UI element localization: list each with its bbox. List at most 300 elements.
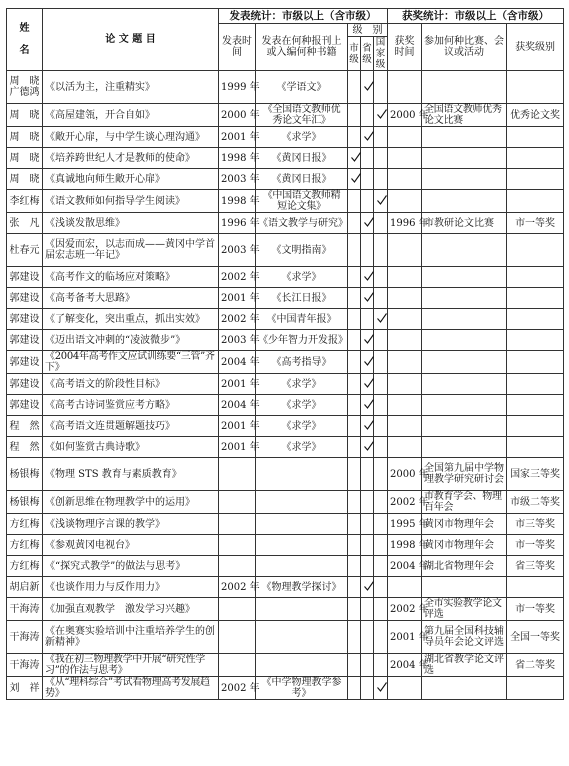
award-time: 1996 年 xyxy=(388,213,422,234)
award-time xyxy=(388,148,422,169)
author-name: 干海涛 xyxy=(7,621,43,654)
level-city-cell xyxy=(348,104,361,127)
level-prov-cell xyxy=(361,351,374,374)
level-prov-cell xyxy=(361,491,374,514)
author-name: 周 晓 xyxy=(7,148,43,169)
award-grade xyxy=(507,374,564,395)
publish-time: 2001 年 xyxy=(219,374,256,395)
level-city-cell xyxy=(348,309,361,330)
level-city-cell xyxy=(348,598,361,621)
paper-title: 《高考语文连贯题解题技巧》 xyxy=(43,416,219,437)
level-city-cell xyxy=(348,514,361,535)
checkmark-icon xyxy=(350,151,362,163)
award-activity xyxy=(422,577,507,598)
paper-title: 《培养跨世纪人才是教师的使命》 xyxy=(43,148,219,169)
table-row xyxy=(7,437,564,458)
paper-title: 《也谈作用力与反作用力》 xyxy=(43,577,219,598)
award-activity xyxy=(422,169,507,190)
award-activity xyxy=(422,374,507,395)
level-prov-cell xyxy=(361,374,374,395)
table-row xyxy=(7,621,564,654)
award-time: 2002 年 xyxy=(388,491,422,514)
award-grade xyxy=(507,351,564,374)
table-row xyxy=(7,598,564,621)
award-activity xyxy=(422,416,507,437)
table-row xyxy=(7,374,564,395)
paper-title: 《高考备考大思路》 xyxy=(43,288,219,309)
publish-time: 2002 年 xyxy=(219,267,256,288)
author-name: 干海涛 xyxy=(7,598,43,621)
author-name: 干海涛 xyxy=(7,654,43,677)
publish-time: 2003 年 xyxy=(219,234,256,267)
level-prov-cell xyxy=(361,458,374,491)
author-name: 程 然 xyxy=(7,416,43,437)
publication-name: 《语文教学与研究》 xyxy=(256,213,348,234)
level-prov-cell xyxy=(361,267,374,288)
level-nat-cell xyxy=(374,514,388,535)
table-row xyxy=(7,309,564,330)
header-award-time: 获奖时间 xyxy=(388,24,422,71)
level-nat-cell xyxy=(374,71,388,104)
level-prov-cell xyxy=(361,71,374,104)
level-nat-cell xyxy=(374,395,388,416)
checkmark-icon xyxy=(363,377,375,389)
level-nat-cell xyxy=(374,267,388,288)
award-grade xyxy=(507,288,564,309)
award-activity xyxy=(422,267,507,288)
level-prov-cell xyxy=(361,169,374,190)
header-level-city: 市级 xyxy=(348,37,361,71)
publication-name xyxy=(256,514,348,535)
award-time xyxy=(388,127,422,148)
award-activity xyxy=(422,190,507,213)
level-prov-cell xyxy=(361,395,374,416)
level-nat-cell xyxy=(374,677,388,700)
level-nat-cell xyxy=(374,437,388,458)
publish-time: 2001 年 xyxy=(219,437,256,458)
award-time xyxy=(388,309,422,330)
award-time xyxy=(388,577,422,598)
level-nat-cell xyxy=(374,104,388,127)
award-grade xyxy=(507,309,564,330)
checkmark-icon xyxy=(376,108,388,120)
table-row xyxy=(7,234,564,267)
publication-name: 《求学》 xyxy=(256,416,348,437)
publish-time: 2004 年 xyxy=(219,395,256,416)
table-row xyxy=(7,514,564,535)
award-activity xyxy=(422,437,507,458)
award-time xyxy=(388,437,422,458)
level-nat-cell xyxy=(374,127,388,148)
author-name: 郭建设 xyxy=(7,374,43,395)
award-grade: 市级二等奖 xyxy=(507,491,564,514)
award-time xyxy=(388,374,422,395)
level-prov-cell xyxy=(361,104,374,127)
paper-title: 《了解变化，突出重点，抓出实效》 xyxy=(43,309,219,330)
level-nat-cell xyxy=(374,556,388,577)
publish-time: 1996 年 xyxy=(219,213,256,234)
author-name: 方红梅 xyxy=(7,514,43,535)
author-name: 郭建设 xyxy=(7,395,43,416)
author-name: 郭建设 xyxy=(7,351,43,374)
author-name: 周 晓 xyxy=(7,169,43,190)
author-name: 方红梅 xyxy=(7,556,43,577)
level-city-cell xyxy=(348,654,361,677)
header-pub-where: 发表在何种报刊上或入编何种书籍 xyxy=(256,24,348,71)
author-name: 张 凡 xyxy=(7,213,43,234)
level-nat-cell xyxy=(374,351,388,374)
level-prov-cell xyxy=(361,535,374,556)
award-grade: 省三等奖 xyxy=(507,556,564,577)
checkmark-icon xyxy=(363,216,375,228)
award-activity xyxy=(422,677,507,700)
award-time xyxy=(388,288,422,309)
publication-name: 《全国语文教师优秀论文年汇》 xyxy=(256,104,348,127)
level-prov-cell xyxy=(361,598,374,621)
level-city-cell xyxy=(348,677,361,700)
table-row xyxy=(7,535,564,556)
author-name: 李红梅 xyxy=(7,190,43,213)
award-activity: 全市实验教学论文评选 xyxy=(422,598,507,621)
checkmark-icon xyxy=(363,398,375,410)
table-row xyxy=(7,267,564,288)
publication-name: 《物理教学探讨》 xyxy=(256,577,348,598)
paper-title: 《高考古诗词鉴赏应考方略》 xyxy=(43,395,219,416)
award-time: 2000 年 xyxy=(388,458,422,491)
paper-title: 《真诚地向师生敞开心扉》 xyxy=(43,169,219,190)
paper-title: 《语文教师如何指导学生阅读》 xyxy=(43,190,219,213)
award-activity: 第九届全国科技辅导员年会论文评选 xyxy=(422,621,507,654)
award-activity: 全国语文教师优秀论文比赛 xyxy=(422,104,507,127)
publish-time xyxy=(219,598,256,621)
level-nat-cell xyxy=(374,458,388,491)
level-nat-cell xyxy=(374,577,388,598)
table-row xyxy=(7,556,564,577)
award-grade xyxy=(507,416,564,437)
paper-title: 《我在初三物理教学中开展“研究性学习”的作法与思考》 xyxy=(43,654,219,677)
publish-time xyxy=(219,535,256,556)
level-nat-cell xyxy=(374,288,388,309)
checkmark-icon xyxy=(363,440,375,452)
publish-time: 2002 年 xyxy=(219,577,256,598)
table-row xyxy=(7,577,564,598)
author-name: 刘 祥 xyxy=(7,677,43,700)
author-name: 杜春元 xyxy=(7,234,43,267)
publish-time: 2001 年 xyxy=(219,127,256,148)
header-award-activity: 参加何种比赛、会议或活动 xyxy=(422,24,507,71)
award-grade xyxy=(507,148,564,169)
level-nat-cell xyxy=(374,416,388,437)
award-activity xyxy=(422,395,507,416)
publish-time xyxy=(219,621,256,654)
paper-title: 《“探究式教学”的做法与思考》 xyxy=(43,556,219,577)
level-city-cell xyxy=(348,330,361,351)
paper-title: 《以活为主，注重精实》 xyxy=(43,71,219,104)
paper-title: 《创新思维在物理教学中的运用》 xyxy=(43,491,219,514)
award-time: 2000 年 xyxy=(388,104,422,127)
publish-time: 1998 年 xyxy=(219,148,256,169)
table-row xyxy=(7,677,564,700)
publication-name: 《文明指南》 xyxy=(256,234,348,267)
publication-name: 《学语文》 xyxy=(256,71,348,104)
paper-title: 《2004年高考作文应试训练要“三管”齐下》 xyxy=(43,351,219,374)
award-activity: 市教育学会、物理百年会 xyxy=(422,491,507,514)
header-title: 论 文 题 目 xyxy=(43,9,219,71)
award-activity xyxy=(422,234,507,267)
author-name: 周 晓 xyxy=(7,127,43,148)
publish-time xyxy=(219,556,256,577)
publish-time xyxy=(219,514,256,535)
level-city-cell xyxy=(348,288,361,309)
table-row xyxy=(7,330,564,351)
checkmark-icon xyxy=(350,172,362,184)
author-name: 方红梅 xyxy=(7,535,43,556)
publication-name: 《中国青年报》 xyxy=(256,309,348,330)
award-activity: 市教研论文比赛 xyxy=(422,213,507,234)
level-prov-cell xyxy=(361,577,374,598)
header-name: 姓 名 xyxy=(7,9,43,71)
level-nat-cell xyxy=(374,374,388,395)
publication-name xyxy=(256,598,348,621)
level-prov-cell xyxy=(361,654,374,677)
publish-time: 2002 年 xyxy=(219,309,256,330)
award-time xyxy=(388,677,422,700)
author-name: 郭建设 xyxy=(7,309,43,330)
level-prov-cell xyxy=(361,288,374,309)
table-header xyxy=(7,9,564,71)
publish-time: 1998 年 xyxy=(219,190,256,213)
paper-title: 《加强直观教学 激发学习兴趣》 xyxy=(43,598,219,621)
award-activity xyxy=(422,71,507,104)
table-row xyxy=(7,458,564,491)
award-grade xyxy=(507,677,564,700)
level-city-cell xyxy=(348,416,361,437)
header-award-stats: 获奖统计：市级以上（含市级） xyxy=(388,9,564,24)
author-name: 胡启新 xyxy=(7,577,43,598)
publication-name: 《少年智力开发报》 xyxy=(256,330,348,351)
level-prov-cell xyxy=(361,148,374,169)
award-time: 1995 年 xyxy=(388,514,422,535)
publication-name xyxy=(256,458,348,491)
publish-time: 2001 年 xyxy=(219,416,256,437)
level-nat-cell xyxy=(374,309,388,330)
award-time: 2004 年 xyxy=(388,654,422,677)
table-row xyxy=(7,416,564,437)
checkmark-icon xyxy=(363,291,375,303)
award-grade: 市三等奖 xyxy=(507,514,564,535)
publish-time: 2000 年 xyxy=(219,104,256,127)
level-nat-cell xyxy=(374,621,388,654)
table-row xyxy=(7,127,564,148)
award-time: 2002 年 xyxy=(388,598,422,621)
award-activity: 湖北省物理年会 xyxy=(422,556,507,577)
author-name: 郭建设 xyxy=(7,288,43,309)
level-city-cell xyxy=(348,535,361,556)
author-name: 郭建设 xyxy=(7,330,43,351)
award-grade xyxy=(507,330,564,351)
level-prov-cell xyxy=(361,190,374,213)
publish-time: 2001 年 xyxy=(219,288,256,309)
header-pub-time: 发表时间 xyxy=(219,24,256,71)
publication-name: 《黄冈日报》 xyxy=(256,148,348,169)
level-city-cell xyxy=(348,234,361,267)
award-activity xyxy=(422,148,507,169)
table-row xyxy=(7,213,564,234)
level-prov-cell xyxy=(361,677,374,700)
publication-name: 《求学》 xyxy=(256,267,348,288)
publication-name xyxy=(256,654,348,677)
award-time xyxy=(388,330,422,351)
award-grade xyxy=(507,234,564,267)
level-nat-cell xyxy=(374,213,388,234)
level-nat-cell xyxy=(374,535,388,556)
header-level-prov: 省级 xyxy=(361,37,374,71)
checkmark-icon xyxy=(363,419,375,431)
level-prov-cell xyxy=(361,127,374,148)
publish-time xyxy=(219,491,256,514)
paper-title: 《物理 STS 教育与素质教育》 xyxy=(43,458,219,491)
checkmark-icon xyxy=(363,580,375,592)
author-name: 周 晓 广德鸿 xyxy=(7,71,43,104)
table-row xyxy=(7,104,564,127)
checkmark-icon xyxy=(363,333,375,345)
checkmark-icon xyxy=(376,194,388,206)
publication-name: 《求学》 xyxy=(256,374,348,395)
publication-name: 《求学》 xyxy=(256,437,348,458)
level-city-cell xyxy=(348,437,361,458)
author-name: 周 晓 xyxy=(7,104,43,127)
publication-name: 《求学》 xyxy=(256,395,348,416)
level-prov-cell xyxy=(361,416,374,437)
award-time xyxy=(388,416,422,437)
checkmark-icon xyxy=(363,80,375,92)
level-city-cell xyxy=(348,395,361,416)
award-time xyxy=(388,395,422,416)
award-grade xyxy=(507,395,564,416)
level-city-cell xyxy=(348,213,361,234)
level-city-cell xyxy=(348,491,361,514)
paper-title: 《迈出语文冲刺的“凌波微步”》 xyxy=(43,330,219,351)
level-nat-cell xyxy=(374,169,388,190)
table-row xyxy=(7,491,564,514)
award-grade: 市一等奖 xyxy=(507,213,564,234)
header-publication-stats: 发表统计：市级以上（含市级） xyxy=(219,9,388,24)
publication-name xyxy=(256,556,348,577)
award-grade: 市一等奖 xyxy=(507,535,564,556)
award-activity xyxy=(422,309,507,330)
level-nat-cell xyxy=(374,598,388,621)
publication-name: 《高考指导》 xyxy=(256,351,348,374)
level-city-cell xyxy=(348,351,361,374)
level-city-cell xyxy=(348,71,361,104)
publish-time: 2004 年 xyxy=(219,351,256,374)
level-prov-cell xyxy=(361,556,374,577)
table-row xyxy=(7,654,564,677)
publication-name xyxy=(256,535,348,556)
level-nat-cell xyxy=(374,654,388,677)
level-prov-cell xyxy=(361,437,374,458)
checkmark-icon xyxy=(363,130,375,142)
publish-time: 2003 年 xyxy=(219,330,256,351)
publication-name: 《中国语文教师精短论文集》 xyxy=(256,190,348,213)
checkmark-icon xyxy=(376,312,388,324)
award-time: 2001 年 xyxy=(388,621,422,654)
author-name: 程 然 xyxy=(7,437,43,458)
award-time: 2004 年 xyxy=(388,556,422,577)
award-time xyxy=(388,169,422,190)
award-grade xyxy=(507,190,564,213)
level-prov-cell xyxy=(361,309,374,330)
table-row xyxy=(7,190,564,213)
publication-name: 《求学》 xyxy=(256,127,348,148)
level-city-cell xyxy=(348,374,361,395)
publish-time: 2002 年 xyxy=(219,677,256,700)
paper-title: 《高屋建瓴，开合自如》 xyxy=(43,104,219,127)
paper-title: 《浅谈物理序言课的教学》 xyxy=(43,514,219,535)
header-level-nat: 国家级 xyxy=(374,37,388,71)
award-grade xyxy=(507,169,564,190)
level-nat-cell xyxy=(374,234,388,267)
award-activity: 湖北省教学论文评选 xyxy=(422,654,507,677)
publication-name xyxy=(256,491,348,514)
table-row xyxy=(7,71,564,104)
checkmark-icon xyxy=(363,355,375,367)
level-prov-cell xyxy=(361,514,374,535)
level-prov-cell xyxy=(361,213,374,234)
award-activity: 黄冈市物理年会 xyxy=(422,535,507,556)
level-nat-cell xyxy=(374,190,388,213)
award-time xyxy=(388,71,422,104)
award-grade xyxy=(507,577,564,598)
publish-time: 2003 年 xyxy=(219,169,256,190)
award-time xyxy=(388,190,422,213)
level-city-cell xyxy=(348,190,361,213)
checkmark-icon xyxy=(376,681,388,693)
paper-title: 《高考语文的阶段性目标》 xyxy=(43,374,219,395)
level-city-cell xyxy=(348,577,361,598)
table-row xyxy=(7,148,564,169)
award-grade: 国家三等奖 xyxy=(507,458,564,491)
paper-title: 《因爱而宏，以志而成——黄冈中学首届宏志班一年记》 xyxy=(43,234,219,267)
award-grade: 全国一等奖 xyxy=(507,621,564,654)
publish-time xyxy=(219,458,256,491)
award-activity: 全国第九届中学物理教学研究研讨会 xyxy=(422,458,507,491)
level-prov-cell xyxy=(361,330,374,351)
award-grade: 市一等奖 xyxy=(507,598,564,621)
publish-time: 1999 年 xyxy=(219,71,256,104)
paper-title: 《参观黄冈电视台》 xyxy=(43,535,219,556)
publication-name: 《长江日报》 xyxy=(256,288,348,309)
award-grade xyxy=(507,71,564,104)
level-nat-cell xyxy=(374,330,388,351)
level-city-cell xyxy=(348,169,361,190)
table-body xyxy=(7,71,564,700)
publication-name xyxy=(256,621,348,654)
award-grade: 省二等奖 xyxy=(507,654,564,677)
author-name: 杨银梅 xyxy=(7,491,43,514)
award-time xyxy=(388,234,422,267)
paper-title: 《敞开心扉，与中学生谈心理沟通》 xyxy=(43,127,219,148)
award-activity xyxy=(422,288,507,309)
paper-title: 《在奥赛实验培训中注重培养学生的创新精神》 xyxy=(43,621,219,654)
award-activity: 黄冈市物理年会 xyxy=(422,514,507,535)
publication-name: 《中学物理教学参考》 xyxy=(256,677,348,700)
award-time xyxy=(388,267,422,288)
author-name: 杨银梅 xyxy=(7,458,43,491)
award-grade xyxy=(507,437,564,458)
level-city-cell xyxy=(348,127,361,148)
award-grade xyxy=(507,267,564,288)
